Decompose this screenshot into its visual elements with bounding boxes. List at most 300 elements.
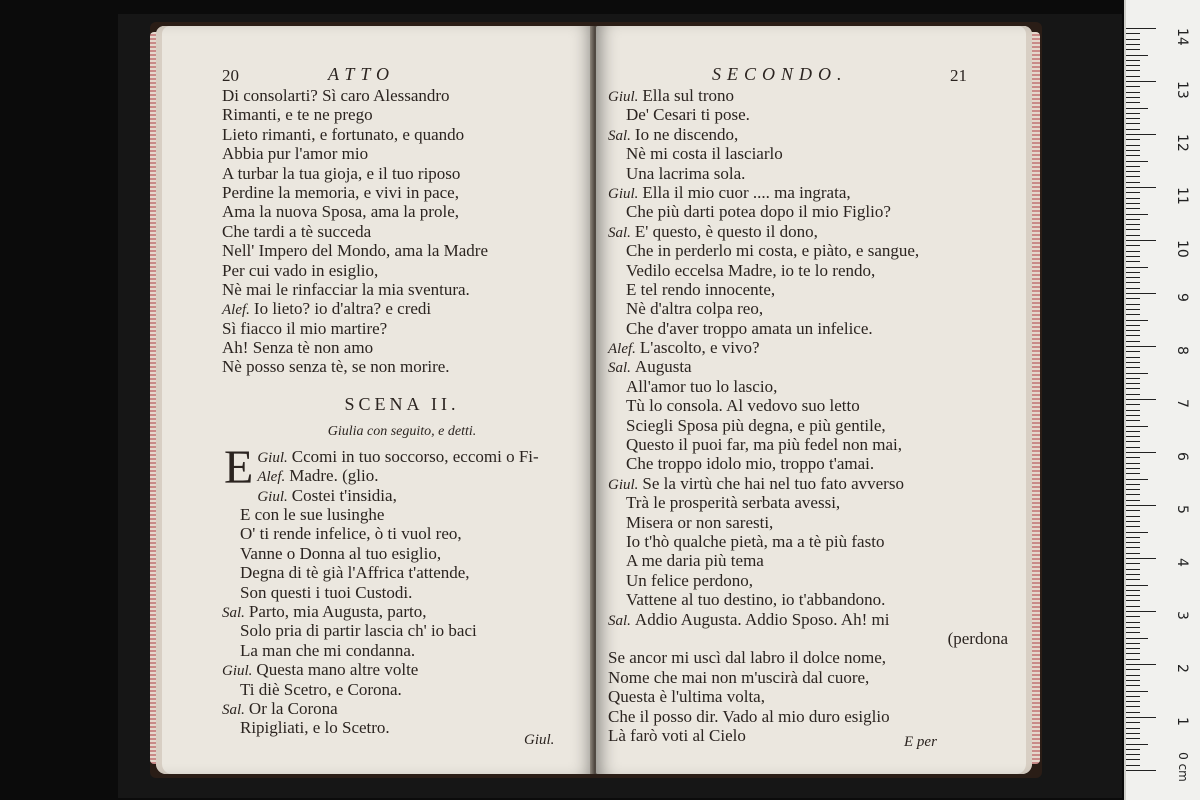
verse-line	[608, 105, 1008, 124]
ruler-tick	[1126, 638, 1148, 639]
ruler-tick	[1126, 669, 1140, 670]
ruler-tick	[1126, 404, 1140, 405]
verse-text: Nell' Impero del Mondo, ama la Madre	[222, 241, 489, 261]
verse-text: Augusta	[634, 357, 692, 377]
verse-line	[608, 726, 1008, 745]
verse-text: Io t'hò qualche pietà, ma a tè più fasto	[626, 531, 885, 551]
verse-line	[222, 641, 582, 660]
verse-text: Questa mano altre volte	[256, 660, 419, 680]
ruler-tick	[1126, 383, 1140, 384]
verse-text: Nè mai le rinfacciar la mia sventura.	[222, 279, 470, 299]
speaker-label: Alef.	[257, 469, 286, 486]
ruler-tick	[1126, 627, 1140, 628]
ruler-tick	[1126, 298, 1140, 299]
ruler-number: 10	[1174, 240, 1190, 258]
ruler-tick	[1126, 208, 1140, 209]
verse-text: L'ascolto, e vivo?	[639, 338, 760, 358]
verse-text: E' questo, è questo il dono,	[634, 221, 818, 241]
ruler-tick	[1126, 643, 1140, 644]
ruler-tick	[1126, 49, 1140, 50]
ruler-tick	[1126, 320, 1148, 321]
verse-line	[608, 357, 1008, 376]
verse-line	[222, 319, 582, 338]
verse-text: Ella il mio cuor .... ma ingrata,	[642, 182, 851, 202]
ruler-tick	[1126, 187, 1156, 188]
ruler-tick	[1126, 367, 1140, 368]
ruler-tick	[1126, 563, 1140, 564]
right-page	[596, 26, 1032, 774]
verse-line	[222, 105, 582, 124]
ruler-tick	[1126, 288, 1140, 289]
ruler-tick	[1126, 659, 1140, 660]
verse-line	[608, 629, 1008, 648]
verse-line	[608, 474, 1008, 493]
verse-line	[222, 299, 582, 318]
speaker-label: Giul.	[222, 663, 253, 680]
ruler-number: 11	[1174, 187, 1190, 205]
ruler-tick	[1126, 611, 1156, 612]
ruler-tick	[1126, 394, 1140, 395]
verse-text: Nè d'altra colpa reo,	[626, 299, 764, 319]
scene-verse-block	[222, 440, 582, 738]
verse-text: Vanne o Donna al tuo esiglio,	[240, 543, 442, 563]
ruler-tick	[1126, 420, 1140, 421]
ruler-tick	[1126, 282, 1140, 283]
verse-line	[222, 125, 582, 144]
verse-line	[222, 144, 582, 163]
ruler-tick	[1126, 632, 1140, 633]
ruler-tick	[1126, 60, 1140, 61]
ruler-tick	[1126, 505, 1156, 506]
verse-line	[222, 222, 582, 241]
verse-text: Sciegli Sposa più degna, e più gentile,	[626, 415, 886, 435]
ruler-tick	[1126, 155, 1140, 156]
ruler-tick	[1126, 479, 1148, 480]
verse-text: Ama la nuova Sposa, ama la prole,	[222, 202, 459, 222]
verse-line	[608, 571, 1008, 590]
verse-line	[608, 144, 1008, 163]
ruler-tick	[1126, 388, 1140, 389]
ruler-tick	[1126, 182, 1140, 183]
ruler-tick	[1126, 738, 1140, 739]
verse-text: Ccomi in tuo soccorso, eccomi o Fi-	[291, 446, 539, 466]
stage-direction: Giulia con seguito, e detti.	[327, 423, 477, 439]
verse-line	[222, 602, 582, 621]
ruler-tick	[1126, 229, 1140, 230]
ruler-tick	[1126, 426, 1148, 427]
ruler-tick	[1126, 219, 1140, 220]
ruler-number: 8	[1174, 346, 1190, 355]
verse-text: Io lieto? io d'altra? e credi	[253, 299, 432, 319]
left-page	[156, 26, 594, 774]
verse-line	[608, 513, 1008, 532]
ruler-tick	[1126, 664, 1156, 665]
verse-line	[608, 493, 1008, 512]
ruler-tick	[1126, 765, 1140, 766]
verse-line	[608, 707, 1008, 726]
left-verse-block	[222, 86, 582, 377]
ruler-tick	[1126, 166, 1140, 167]
verse-text: Per cui vado in esiglio,	[222, 260, 379, 280]
verse-text: Là farò voti al Cielo	[608, 725, 746, 745]
verse-text: Misera or non saresti,	[626, 512, 774, 532]
verse-text: Parto, mia Augusta, parto,	[248, 601, 427, 621]
ruler-tick	[1126, 553, 1140, 554]
ruler-tick	[1126, 585, 1148, 586]
ruler-tick	[1126, 579, 1140, 580]
speaker-label: Sal.	[608, 127, 631, 144]
verse-line	[222, 583, 582, 602]
ruler-tick	[1126, 70, 1140, 71]
verse-text: Io ne discendo,	[634, 124, 739, 144]
ruler-tick	[1126, 744, 1148, 745]
verse-line	[608, 202, 1008, 221]
speaker-label: Sal.	[608, 224, 631, 241]
ruler-tick	[1126, 441, 1140, 442]
ruler-tick	[1126, 240, 1156, 241]
verse-text: Se la virtù che hai nel tuo fato avverso	[642, 473, 904, 493]
ruler-number: 6	[1174, 452, 1190, 461]
verse-line	[608, 435, 1008, 454]
ruler-tick	[1126, 330, 1140, 331]
ruler-number: 13	[1174, 81, 1190, 99]
ruler-tick	[1126, 410, 1140, 411]
verse-text: Madre. (glio.	[289, 466, 379, 486]
ruler-tick	[1126, 102, 1140, 103]
ruler-tick	[1126, 600, 1140, 601]
verse-text: Che d'aver troppo amata un infelice.	[626, 318, 873, 338]
verse-text: Degna di tè già l'Affrica t'attende,	[240, 563, 470, 583]
verse-line	[222, 680, 582, 699]
ruler-tick	[1126, 261, 1140, 262]
ruler-tick	[1126, 574, 1140, 575]
scene-title: SCENA II.	[344, 393, 460, 414]
verse-line	[608, 261, 1008, 280]
verse-line	[608, 222, 1008, 241]
verse-text: Nome che mai non m'uscirà dal cuore,	[608, 667, 870, 687]
verse-line	[222, 202, 582, 221]
verse-line	[222, 486, 582, 505]
ruler-tick	[1126, 754, 1140, 755]
ruler-tick	[1126, 436, 1140, 437]
verse-text: Ripigliati, e lo Scetro.	[240, 718, 390, 738]
speaker-label: Giul.	[257, 449, 288, 466]
ruler-tick	[1126, 770, 1156, 771]
verse-line	[608, 610, 1008, 629]
speaker-label: Alef.	[608, 341, 636, 358]
ruler-tick	[1126, 76, 1140, 77]
verse-text: Perdine la memoria, e vivi in pace,	[222, 182, 459, 202]
ruler-tick	[1126, 251, 1140, 252]
verse-line	[608, 280, 1008, 299]
verse-text: Una lacrima sola.	[626, 163, 746, 183]
verse-line	[222, 164, 582, 183]
ruler-tick	[1126, 728, 1140, 729]
ruler-tick	[1126, 701, 1140, 702]
ruler-tick	[1126, 362, 1140, 363]
verse-text: Lieto rimanti, e fortunato, e quando	[222, 124, 465, 144]
ruler-tick	[1126, 304, 1140, 305]
verse-line	[608, 687, 1008, 706]
ruler-tick	[1126, 97, 1140, 98]
verse-text: Ah! Senza tè non amo	[222, 338, 374, 358]
ruler-tick	[1126, 192, 1140, 193]
ruler-tick	[1126, 532, 1148, 533]
verse-text: Costei t'insidia,	[291, 485, 397, 505]
ruler-tick	[1126, 335, 1140, 336]
left-running-header: ATTO	[328, 64, 396, 84]
ruler-tick	[1126, 616, 1140, 617]
verse-text: Un felice perdono,	[626, 570, 753, 590]
ruler-tick	[1126, 235, 1140, 236]
ruler-tick	[1126, 685, 1140, 686]
ruler-tick	[1126, 86, 1140, 87]
ruler-tick	[1126, 39, 1140, 40]
left-page-number: 20	[222, 66, 239, 85]
verse-text: Che tardi a tè succeda	[222, 221, 372, 241]
ruler-tick	[1126, 415, 1140, 416]
ruler-tick	[1126, 108, 1148, 109]
verse-text: Nè mi costa il lasciarlo	[626, 144, 783, 164]
drop-capital: E	[224, 440, 254, 494]
verse-line	[608, 396, 1008, 415]
ruler-tick	[1126, 171, 1140, 172]
verse-text: A turbar la tua gioja, e il tuo riposo	[222, 163, 461, 183]
verse-text: E con le sue lusinghe	[240, 505, 385, 525]
ruler-tick	[1126, 431, 1140, 432]
verse-line	[608, 590, 1008, 609]
verse-text: Tù lo consola. Al vedovo suo letto	[626, 396, 860, 416]
ruler-tick	[1126, 378, 1140, 379]
left-text-column	[222, 86, 582, 738]
verse-text: Or la Corona	[248, 698, 338, 718]
ruler-tick	[1126, 139, 1140, 140]
ruler-tick	[1126, 547, 1140, 548]
verse-text: La man che mi condanna.	[240, 640, 416, 660]
verse-line	[608, 551, 1008, 570]
right-catchword: E per	[904, 734, 937, 750]
ruler-number: 12	[1174, 134, 1190, 152]
ruler-tick	[1126, 161, 1148, 162]
ruler-tick	[1126, 203, 1140, 204]
verse-text: Sì fiacco il mio martire?	[222, 318, 388, 338]
ruler-tick	[1126, 346, 1156, 347]
verse-line	[608, 454, 1008, 473]
ruler-tick	[1126, 463, 1140, 464]
ruler-tick	[1126, 28, 1156, 29]
ruler-tick	[1126, 176, 1140, 177]
ruler-tick	[1126, 590, 1140, 591]
verse-text: Che il posso dir. Vado al mio duro esiglio	[608, 706, 890, 726]
ruler-tick	[1126, 33, 1140, 34]
speaker-label: Sal.	[608, 612, 631, 629]
ruler-tick	[1126, 373, 1148, 374]
verse-text: Che troppo idolo mio, troppo t'amai.	[626, 454, 875, 474]
verse-line	[608, 416, 1008, 435]
verse-line	[222, 183, 582, 202]
ruler-tick	[1126, 759, 1140, 760]
ruler-tick	[1126, 622, 1140, 623]
verse-line	[222, 524, 582, 543]
ruler-tick	[1126, 55, 1148, 56]
ruler-tick	[1126, 606, 1140, 607]
ruler-tick	[1126, 341, 1140, 342]
verse-text: Questo il puoi far, ma più fedel non mai,	[626, 435, 902, 455]
ruler-tick	[1126, 526, 1140, 527]
verse-line	[222, 699, 582, 718]
right-text-column	[608, 86, 1008, 745]
ruler-tick	[1126, 123, 1140, 124]
ruler-tick	[1126, 537, 1140, 538]
speaker-label: Giul.	[608, 476, 639, 493]
verse-line	[222, 621, 582, 640]
ruler-number: 14	[1174, 28, 1190, 46]
ruler-tick	[1126, 706, 1140, 707]
ruler-tick	[1126, 357, 1140, 358]
verse-text: Vedilo eccelsa Madre, io te lo rendo,	[626, 260, 876, 280]
ruler-tick	[1126, 129, 1140, 130]
ruler-tick	[1126, 272, 1140, 273]
ruler-tick	[1126, 399, 1156, 400]
ruler-tick	[1126, 118, 1140, 119]
verse-line	[222, 280, 582, 299]
ruler-number: 7	[1174, 399, 1190, 408]
ruler-tick	[1126, 92, 1140, 93]
verse-text: Son questi i tuoi Custodi.	[240, 582, 413, 602]
verse-text: Questa è l'ultima volta,	[608, 687, 765, 707]
verse-line	[222, 505, 582, 524]
ruler-tick	[1126, 214, 1148, 215]
ruler-number: 5	[1174, 505, 1190, 514]
ruler-tick	[1126, 569, 1140, 570]
ruler-tick	[1126, 256, 1140, 257]
verse-line	[608, 164, 1008, 183]
verse-text: Rimanti, e te ne prego	[222, 105, 373, 125]
ruler-tick	[1126, 494, 1140, 495]
ruler-tick	[1126, 309, 1140, 310]
verse-text: Se ancor mi uscì dal labro il dolce nome,	[608, 648, 887, 668]
ruler-tick	[1126, 696, 1140, 697]
verse-text: E tel rendo innocente,	[626, 279, 776, 299]
speaker-label: Sal.	[222, 701, 245, 718]
ruler-tick	[1126, 516, 1140, 517]
verse-line	[222, 466, 582, 485]
ruler-number: 3	[1174, 611, 1190, 620]
ruler-tick	[1126, 484, 1140, 485]
ruler-tick	[1126, 44, 1140, 45]
left-catchword: Giul.	[524, 732, 555, 748]
speaker-label: Sal.	[608, 360, 631, 377]
ruler-tick	[1126, 468, 1140, 469]
verse-text: Abbia pur l'amor mio	[222, 144, 369, 164]
ruler-tick	[1126, 510, 1140, 511]
verse-text: Ti diè Scetro, e Corona.	[240, 679, 402, 699]
ruler-unit: 0 cm	[1175, 752, 1190, 782]
ruler-tick	[1126, 81, 1156, 82]
ruler-tick	[1126, 267, 1148, 268]
ruler-number: 4	[1174, 558, 1190, 567]
ruler-tick	[1126, 648, 1140, 649]
right-verse-block	[608, 86, 1008, 745]
verse-text: De' Cesari ti pose.	[626, 105, 750, 125]
ruler-tick	[1126, 145, 1140, 146]
verse-line	[608, 338, 1008, 357]
ruler-tick	[1126, 245, 1140, 246]
verse-text: Che più darti potea dopo il mio Figlio?	[626, 202, 891, 222]
verse-text: Solo pria di partir lascia ch' io baci	[240, 621, 477, 641]
measurement-ruler	[1124, 0, 1200, 800]
verse-text: Ella sul trono	[642, 86, 735, 105]
speaker-label: Alef.	[222, 302, 250, 319]
verse-line	[608, 299, 1008, 318]
ruler-tick	[1126, 675, 1140, 676]
ruler-tick	[1126, 134, 1156, 135]
verse-line	[608, 668, 1008, 687]
verse-text: A me daria più tema	[626, 551, 764, 571]
ruler-tick	[1126, 521, 1140, 522]
verse-line	[222, 241, 582, 260]
ruler-tick	[1126, 691, 1148, 692]
ruler-tick	[1126, 717, 1156, 718]
ruler-tick	[1126, 489, 1140, 490]
ruler-tick	[1126, 224, 1140, 225]
ruler-tick	[1126, 473, 1140, 474]
verse-text: Che in perderlo mi costa, e piàto, e sangue,	[626, 241, 920, 261]
speaker-label: Giul.	[257, 488, 288, 505]
verse-line	[608, 125, 1008, 144]
verse-line	[608, 319, 1008, 338]
verse-line	[608, 241, 1008, 260]
verse-line	[222, 261, 582, 280]
ruler-tick	[1126, 722, 1140, 723]
ruler-tick	[1126, 150, 1140, 151]
right-running-header: SECONDO.	[712, 64, 848, 84]
verse-line	[608, 86, 1008, 105]
speaker-label: Giul.	[608, 89, 639, 105]
ruler-number: 1	[1174, 717, 1190, 726]
ruler-tick	[1126, 452, 1156, 453]
verse-line	[222, 86, 582, 105]
verse-line	[608, 183, 1008, 202]
ruler-tick	[1126, 749, 1140, 750]
ruler-tick	[1126, 733, 1140, 734]
verse-line	[222, 357, 582, 376]
ruler-tick	[1126, 500, 1140, 501]
ruler-tick	[1126, 65, 1140, 66]
verse-line	[608, 648, 1008, 667]
speaker-label: Sal.	[222, 604, 245, 621]
ruler-tick	[1126, 198, 1140, 199]
ruler-tick	[1126, 277, 1140, 278]
ruler-tick	[1126, 595, 1140, 596]
ruler-tick	[1126, 447, 1140, 448]
verse-text: Vattene al tuo destino, io t'abbandono.	[626, 590, 886, 610]
ruler-number: 2	[1174, 664, 1190, 673]
verse-line	[222, 338, 582, 357]
verse-text: All'amor tuo lo lascio,	[626, 376, 778, 396]
ruler-tick	[1126, 293, 1156, 294]
verse-line	[608, 377, 1008, 396]
verse-line	[608, 532, 1008, 551]
verse-line	[222, 544, 582, 563]
verse-text: O' ti rende infelice, ò ti vuol reo,	[240, 524, 462, 544]
verse-text: Addio Augusta. Addio Sposo. Ah! mi	[634, 609, 890, 629]
ruler-tick	[1126, 314, 1140, 315]
ruler-tick	[1126, 325, 1140, 326]
ruler-number: 9	[1174, 293, 1190, 302]
ruler-tick	[1126, 653, 1140, 654]
ruler-tick	[1126, 351, 1140, 352]
